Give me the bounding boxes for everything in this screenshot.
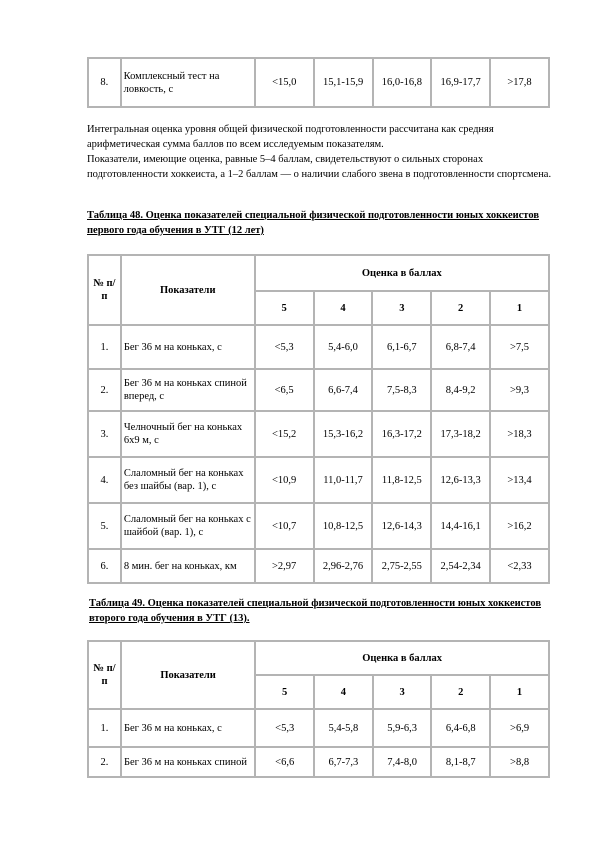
score-3-value: 12,6-14,3 <box>372 503 431 549</box>
column-header-indicators: Показатели <box>121 255 255 325</box>
score-3-value: 7,5-8,3 <box>372 369 431 411</box>
table-row <box>88 709 549 747</box>
column-header-score-3: 3 <box>373 675 432 709</box>
score-2-value: 2,54-2,34 <box>431 549 490 583</box>
score-5-value: <5,3 <box>255 325 314 369</box>
score-1-value: >8,8 <box>490 747 549 777</box>
score-4-value: 5,4-6,0 <box>314 325 373 369</box>
row-number: 2. <box>88 369 121 411</box>
score-2-value: 16,9-17,7 <box>431 58 490 107</box>
score-5-value: <6,5 <box>255 369 314 411</box>
score-2-value: 14,4-16,1 <box>431 503 490 549</box>
table-row <box>88 503 549 549</box>
score-2-value: 8,1-8,7 <box>431 747 490 777</box>
score-3-value: 5,9-6,3 <box>373 709 432 747</box>
score-2-value: 8,4-9,2 <box>431 369 490 411</box>
row-indicator: Слаломный бег на коньках без шайбы (вар. 1), с <box>121 457 255 503</box>
score-5-value: <15,0 <box>255 58 314 107</box>
score-5-value: <6,6 <box>255 747 314 777</box>
row-indicator: Комплексный тест на ловкость, с <box>121 58 255 107</box>
score-1-value: <2,33 <box>490 549 549 583</box>
score-1-value: >7,5 <box>490 325 549 369</box>
score-5-value: <10,9 <box>255 457 314 503</box>
score-4-value: 15,3-16,2 <box>314 411 373 457</box>
score-4-value: 6,7-7,3 <box>314 747 373 777</box>
column-header-score-2: 2 <box>431 675 490 709</box>
score-4-value: 11,0-11,7 <box>314 457 373 503</box>
table-top-fragment <box>87 57 550 108</box>
table48-caption: Таблица 48. Оценка показателей специальной физической подготовленности юных хоккеистов первого года обучения в УТГ (12 лет) <box>87 210 539 236</box>
table-row <box>88 58 549 107</box>
row-number: 4. <box>88 457 121 503</box>
row-indicator: 8 мин. бег на коньках, км <box>121 549 255 583</box>
score-4-value: 6,6-7,4 <box>314 369 373 411</box>
score-5-value: >2,97 <box>255 549 314 583</box>
table48 <box>87 254 550 584</box>
column-header-score-3: 3 <box>372 291 431 325</box>
column-header-score-2: 2 <box>431 291 490 325</box>
column-header-score-1: 1 <box>490 675 549 709</box>
score-2-value: 12,6-13,3 <box>431 457 490 503</box>
row-indicator: Бег 36 м на коньках, с <box>121 325 255 369</box>
row-number: 5. <box>88 503 121 549</box>
table49-caption: Таблица 49. Оценка показателей специальной физической подготовленности юных хоккеистов второго года обучения в УТГ (13). <box>89 598 541 624</box>
score-5-value: <10,7 <box>255 503 314 549</box>
score-3-value: 6,1-6,7 <box>372 325 431 369</box>
row-number: 1. <box>88 325 121 369</box>
row-number: 3. <box>88 411 121 457</box>
score-3-value: 11,8-12,5 <box>372 457 431 503</box>
column-header-score-5: 5 <box>255 675 314 709</box>
table-header-row <box>88 641 549 675</box>
score-1-value: >17,8 <box>490 58 549 107</box>
score-3-value: 7,4-8,0 <box>373 747 432 777</box>
score-1-value: >9,3 <box>490 369 549 411</box>
row-number: 1. <box>88 709 121 747</box>
table-row <box>88 325 549 369</box>
row-number: 6. <box>88 549 121 583</box>
column-header-score-group: Оценка в баллах <box>255 641 549 675</box>
score-2-value: 6,4-6,8 <box>431 709 490 747</box>
score-1-value: >18,3 <box>490 411 549 457</box>
column-header-number: № п/п <box>88 641 121 709</box>
score-4-value: 2,96-2,76 <box>314 549 373 583</box>
table-row <box>88 549 549 583</box>
score-4-value: 10,8-12,5 <box>314 503 373 549</box>
score-2-value: 6,8-7,4 <box>431 325 490 369</box>
table-row <box>88 747 549 777</box>
row-indicator: Бег 36 м на коньках спиной вперед, с <box>121 369 255 411</box>
column-header-score-4: 4 <box>314 675 373 709</box>
table-row <box>88 457 549 503</box>
score-1-value: >6,9 <box>490 709 549 747</box>
row-indicator: Челночный бег на коньках 6х9 м, с <box>121 411 255 457</box>
row-indicator: Бег 36 м на коньках, с <box>121 709 255 747</box>
column-header-indicators: Показатели <box>121 641 255 709</box>
table49 <box>87 640 550 778</box>
score-5-value: <15,2 <box>255 411 314 457</box>
paragraph-score-interpretation: Показатели, имеющие оценка, равные 5–4 баллам, свидетельствуют о сильных сторонах подготовленности хоккеиста, а 1–2 баллам — о наличии слабого звена в подготовленности спортсмена. <box>87 154 552 180</box>
score-4-value: 5,4-5,8 <box>314 709 373 747</box>
column-header-score-group: Оценка в баллах <box>255 255 549 291</box>
table-header-row <box>88 255 549 291</box>
score-3-value: 16,3-17,2 <box>372 411 431 457</box>
column-header-number: № п/п <box>88 255 121 325</box>
score-4-value: 15,1-15,9 <box>314 58 373 107</box>
column-header-score-1: 1 <box>490 291 549 325</box>
score-1-value: >16,2 <box>490 503 549 549</box>
paragraph-integral-score: Интегральная оценка уровня общей физической подготовленности рассчитана как средняя арифметическая сумма баллов по всем исследуемым показателям. <box>87 124 494 150</box>
row-indicator: Бег 36 м на коньках спиной <box>121 747 255 777</box>
column-header-score-4: 4 <box>314 291 373 325</box>
table-row <box>88 411 549 457</box>
score-3-value: 2,75-2,55 <box>372 549 431 583</box>
row-indicator: Слаломный бег на коньках с шайбой (вар. 1), с <box>121 503 255 549</box>
score-5-value: <5,3 <box>255 709 314 747</box>
score-3-value: 16,0-16,8 <box>373 58 432 107</box>
table-row <box>88 369 549 411</box>
score-1-value: >13,4 <box>490 457 549 503</box>
column-header-score-5: 5 <box>255 291 314 325</box>
row-number: 2. <box>88 747 121 777</box>
row-number: 8. <box>88 58 121 107</box>
score-2-value: 17,3-18,2 <box>431 411 490 457</box>
